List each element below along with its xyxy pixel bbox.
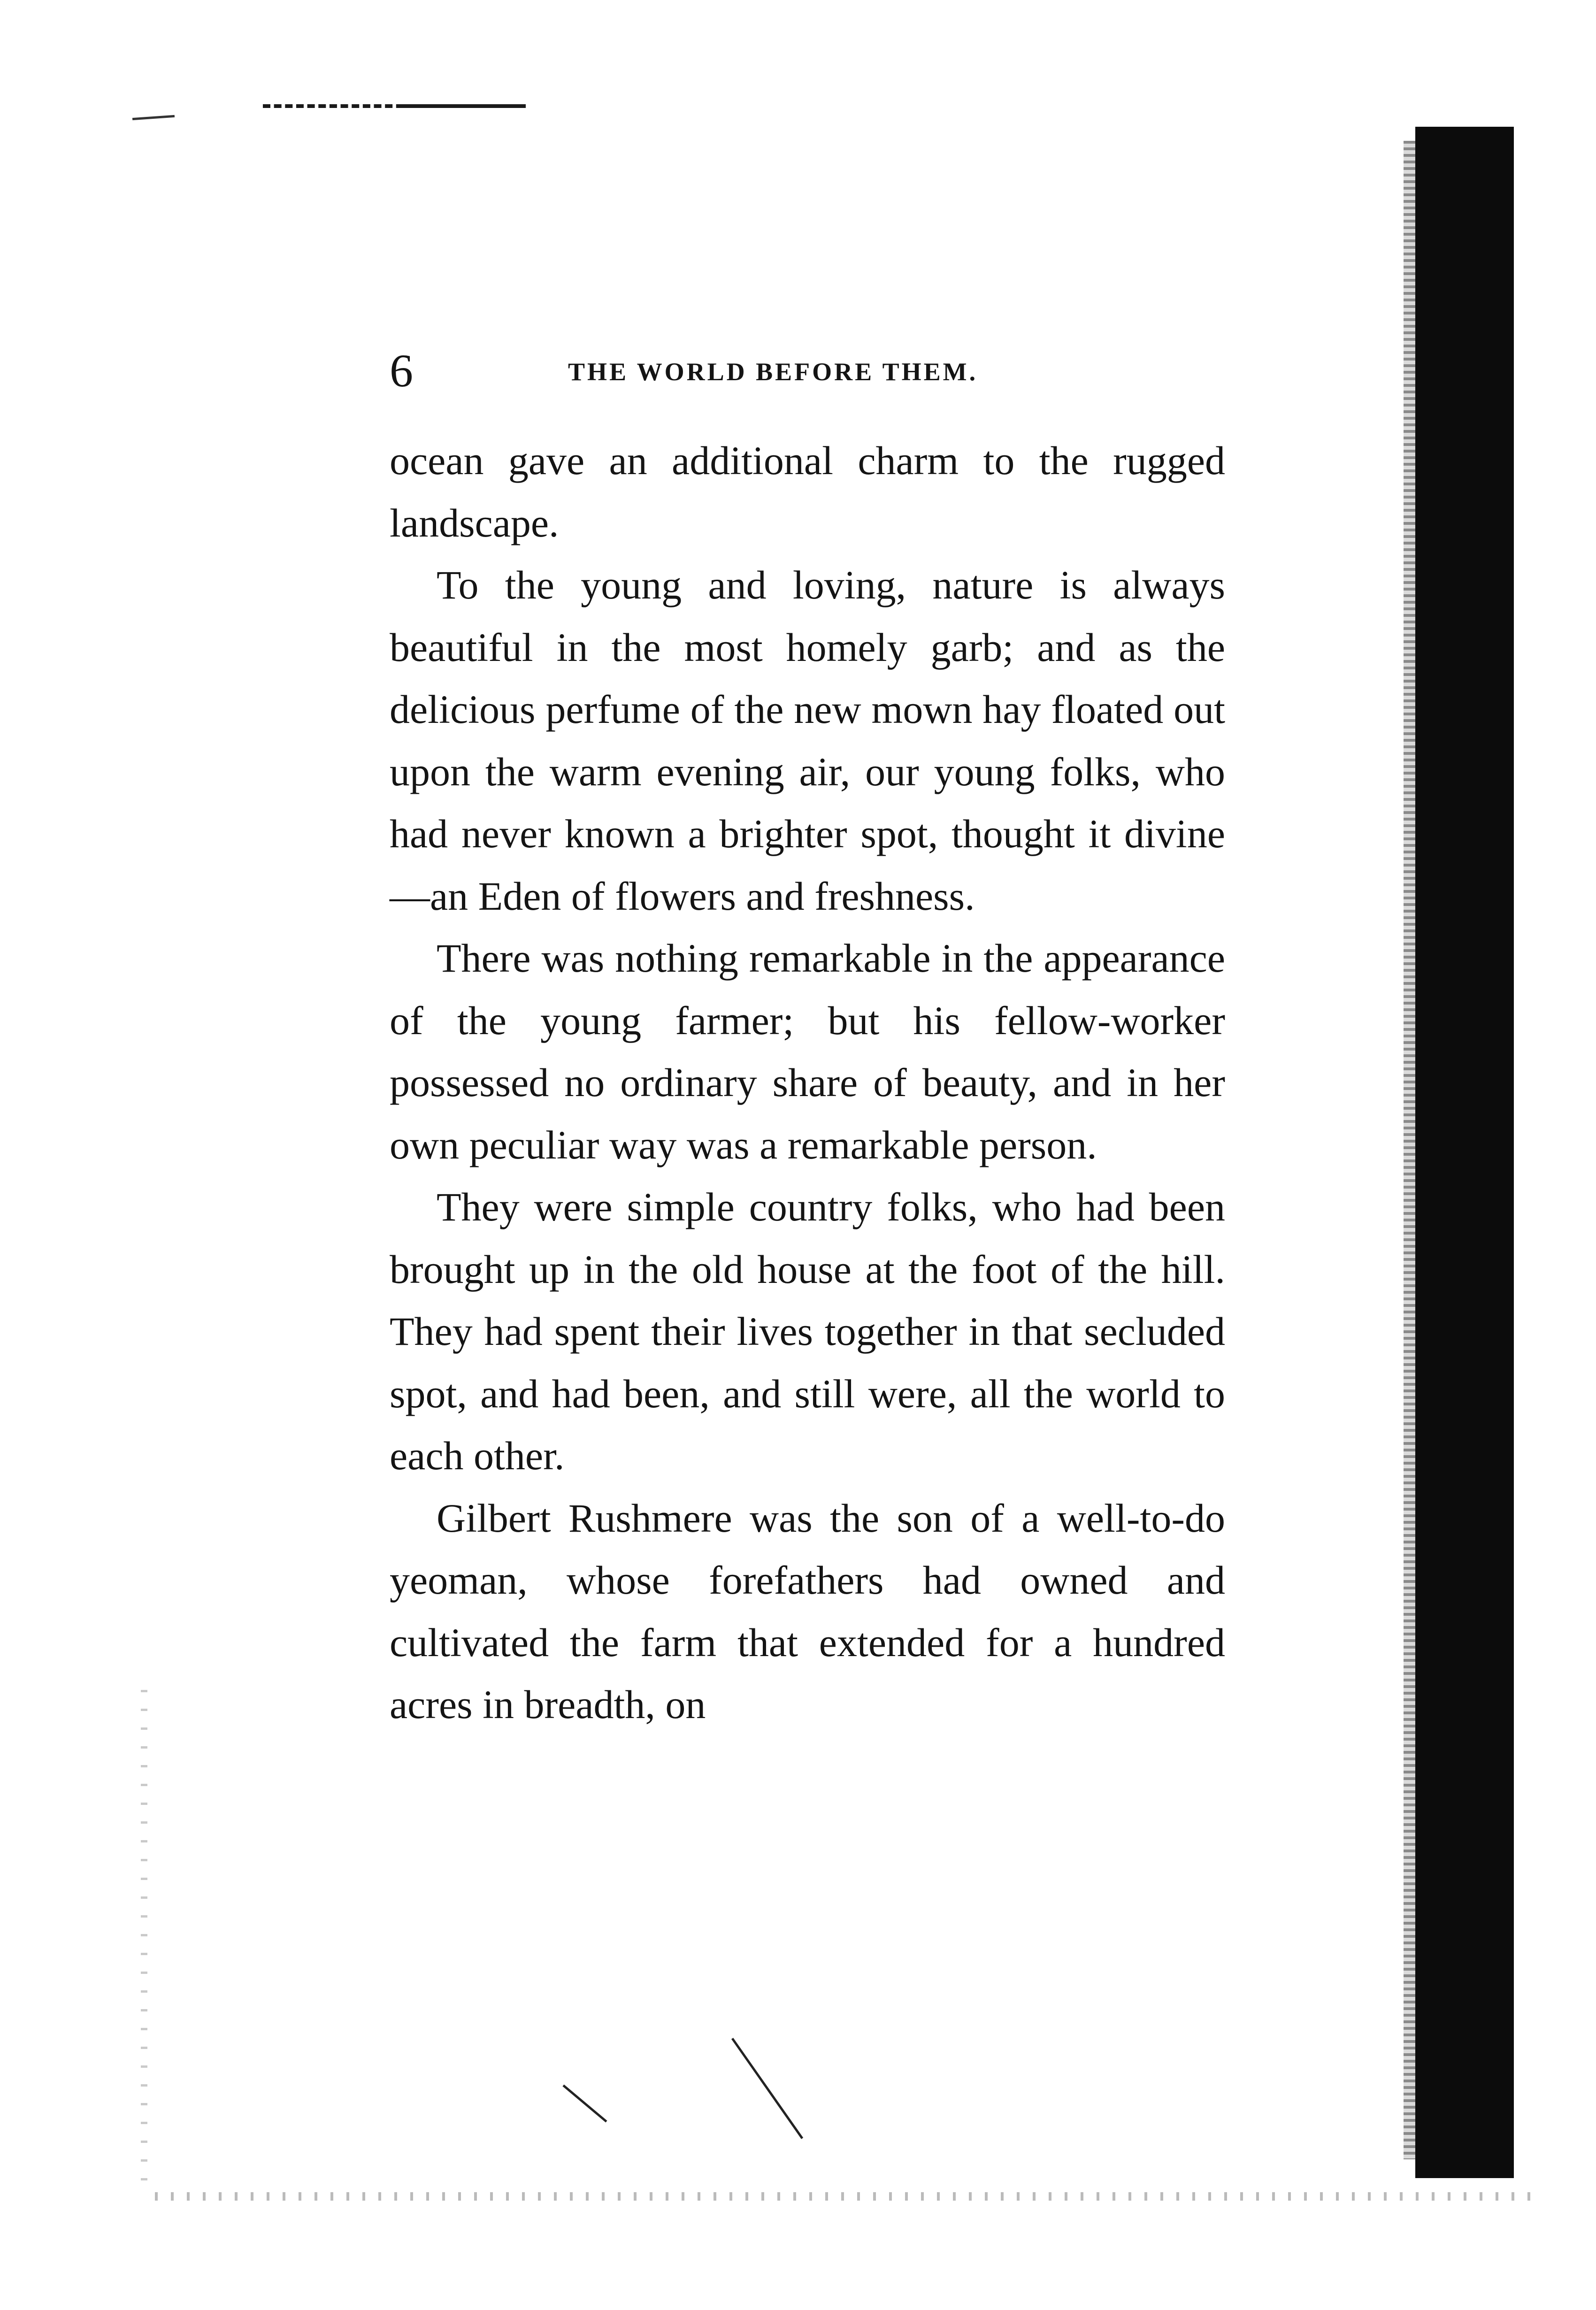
paragraph-continued: ocean gave an additional charm to the rugged landscape. (390, 438, 1225, 545)
paragraph: Gilbert Rushmere was the son of a well-to-do yeoman, whose forefathers had owned and cultivated the farm that extended for a hundred acres in breadth, on (390, 1495, 1225, 1727)
scan-artifact-left-noise (141, 1690, 147, 2183)
paragraph: There was nothing remarkable in the appearance of the young farmer; but his fellow-worker possessed no ordinary share of beauty, and in her own peculiar way was a remarkable person. (390, 936, 1225, 1167)
scan-artifact-stray-stroke (731, 2038, 803, 2139)
running-head: THE WORLD BEFORE THEM. (568, 358, 978, 386)
scan-artifact-bottom-noise (155, 2192, 1540, 2201)
scan-artifact-top-line (399, 104, 521, 108)
scan-artifact-stray-stroke (562, 2085, 607, 2123)
page-header (390, 343, 1225, 399)
paragraph: They were simple country folks, who had been brought up in the old house at the foot of the hill. They had spent their lives together in that secluded spot, and had been, and still were, all the world to each other. (390, 1184, 1225, 1478)
page-number: 6 (390, 345, 413, 397)
scan-artifact-binding-shadow (1415, 127, 1514, 2178)
body-text (390, 430, 1225, 1736)
scan-artifact-left-mark (132, 115, 175, 120)
paragraph: To the young and loving, nature is always beautiful in the most homely garb; and as the delicious perfume of the new mown hay floated out upon the warm evening air, our young folks, who had never known a brighter spot, thought it divine—an Eden of flowers and freshness. (390, 562, 1225, 919)
